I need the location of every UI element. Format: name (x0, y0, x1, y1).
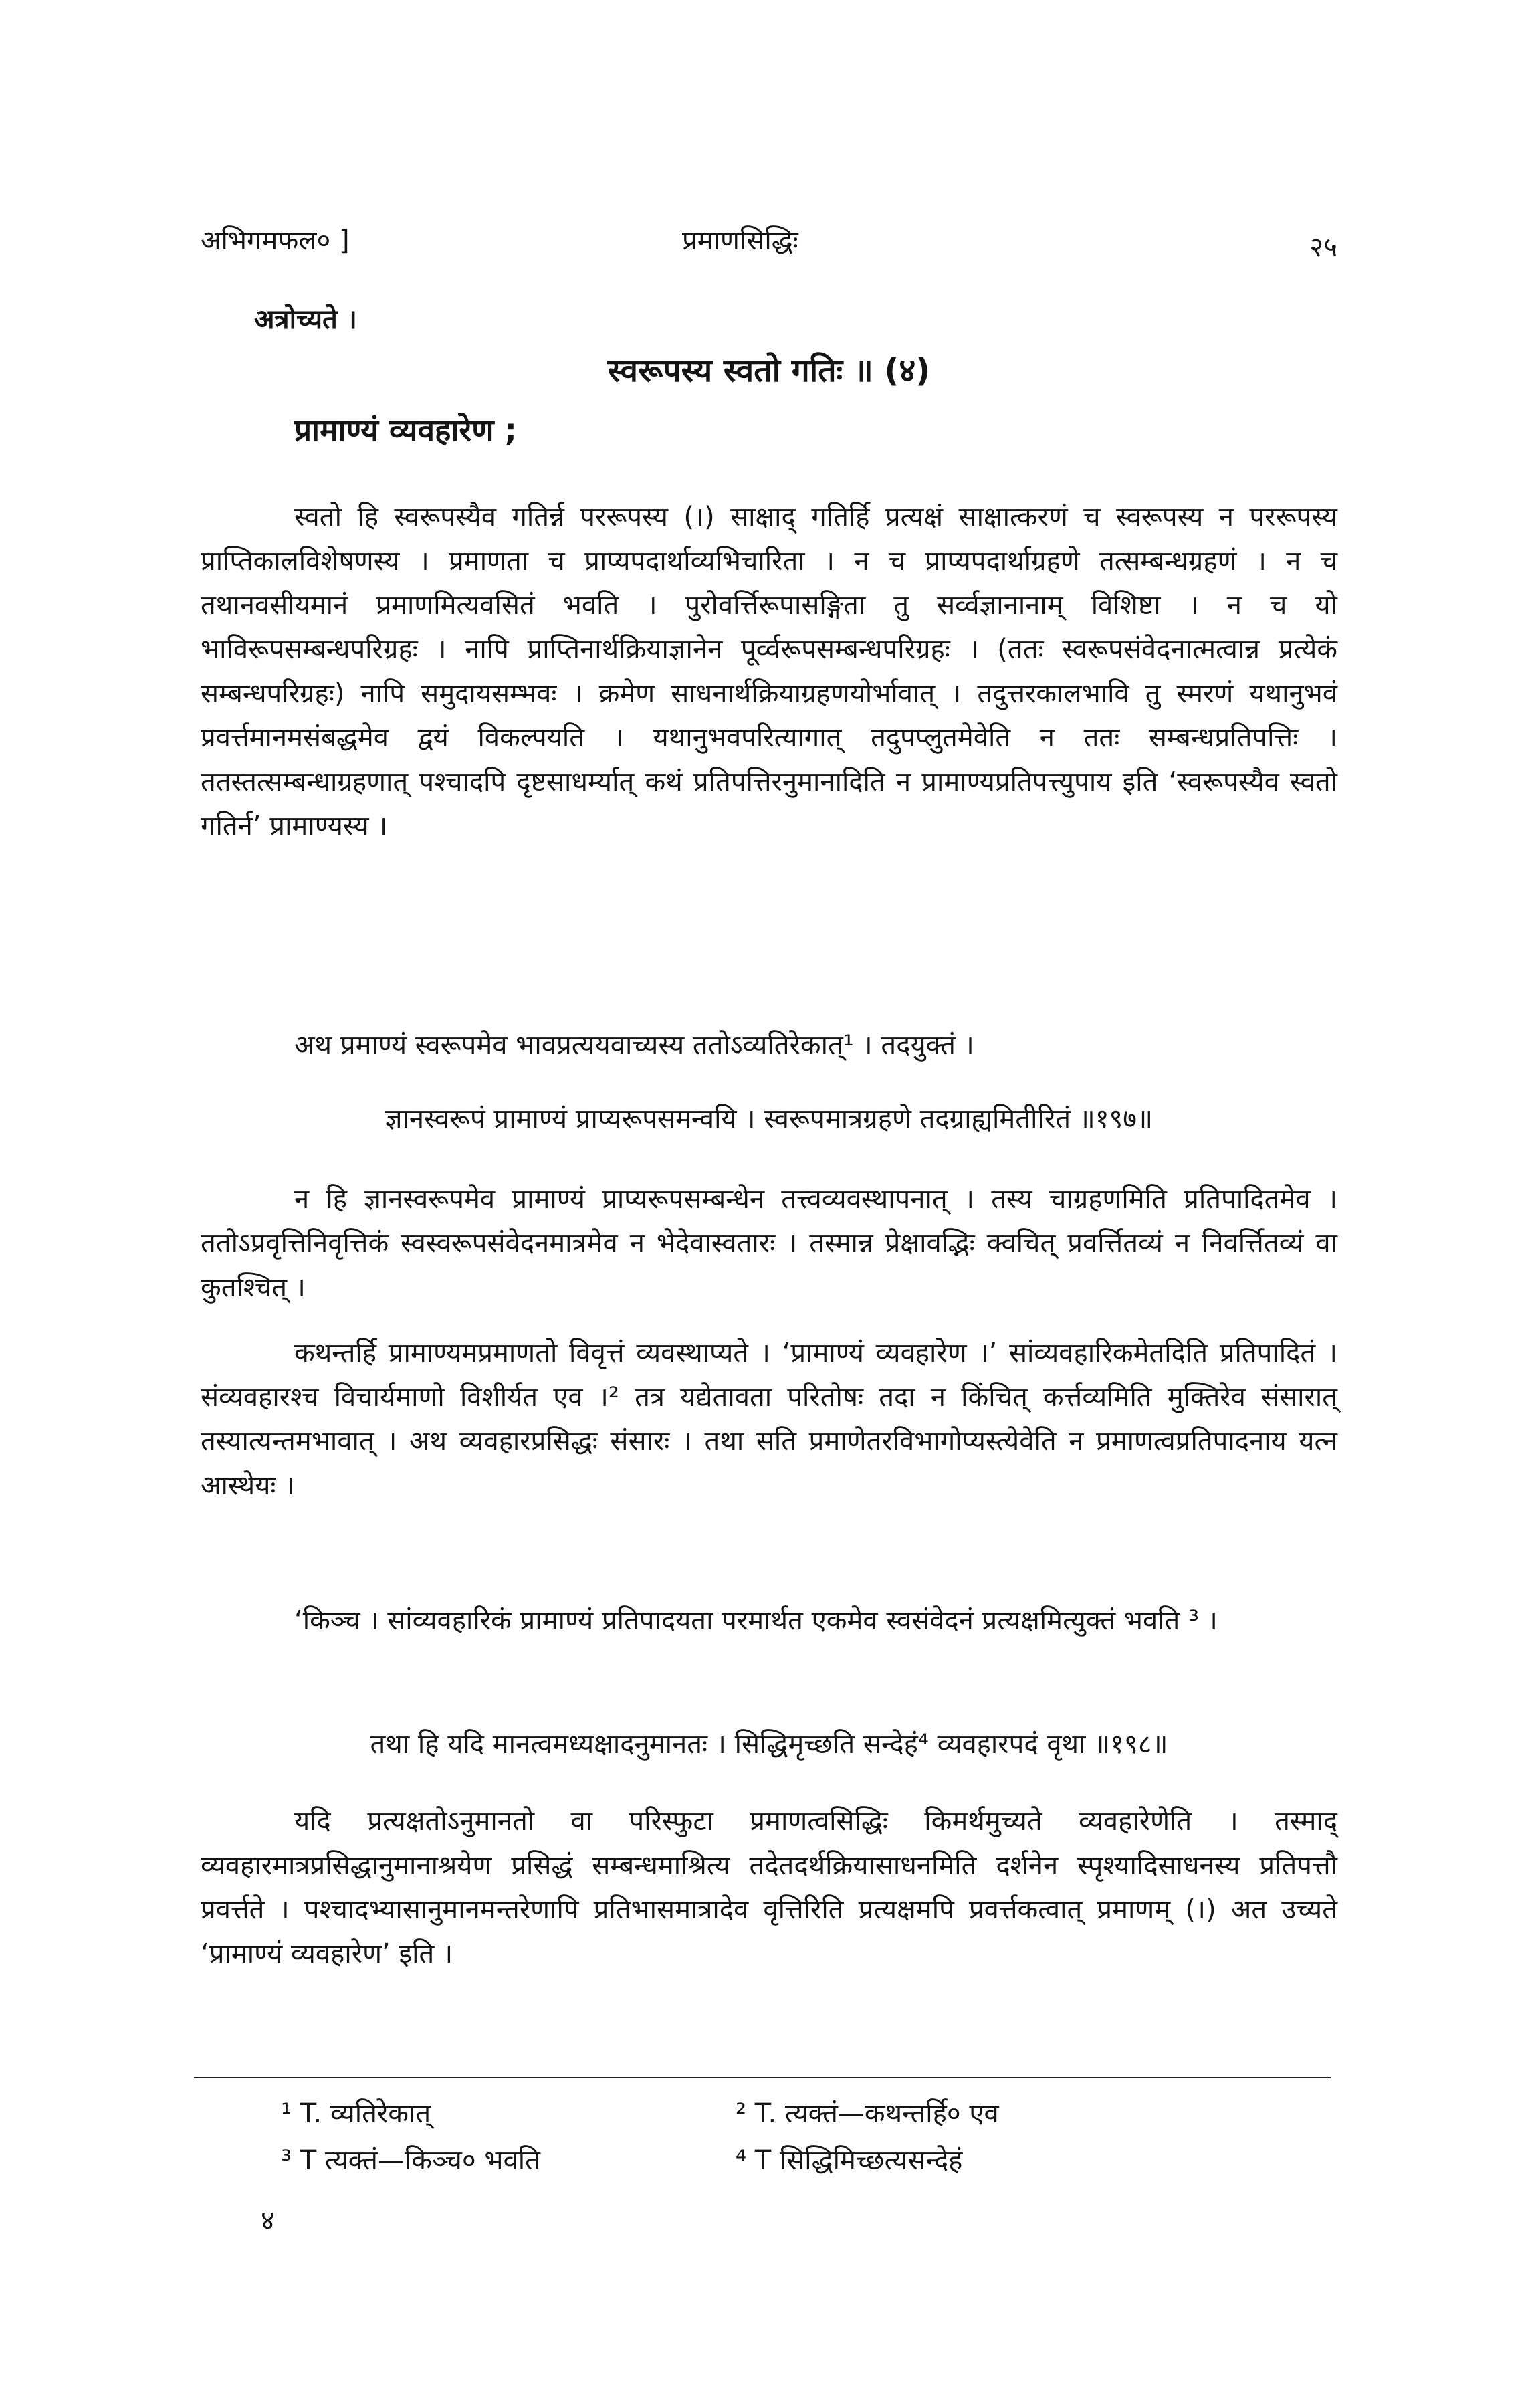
subheading: प्रामाण्यं व्यवहारेण ; (294, 412, 517, 448)
running-header (201, 221, 1337, 268)
header-title: प्रमाणसिद्धिः (682, 225, 798, 256)
footnote-3: ³ T त्यक्तं—किञ्च० भवति (281, 2145, 540, 2176)
paragraph-1: स्वतो हि स्वरूपस्यैव गतिर्न्न पररूपस्य (।) साक्षाद् गतिर्हि प्रत्यक्षं साक्षात्करणं च स्वरूपस्य न पररूपस्य प्राप्तिकालविशेषणस्य । प्रमाणता च प्राप्यपदार्थाव्यभिचारिता । न च प्राप्यपदार्थाग्रहणे तत्सम्बन्धग्रहणं । न च तथानवसीयमानं प्रमाणमित्यवसितं भवति । पुरोवर्त्तिरूपासङ्गिता तु सर्व्वज्ञानानाम् विशिष्टा । न च यो भाविरूपसम्बन्धपरिग्रहः । नापि प्राप्तिनार्थक्रियाज्ञानेन पूर्व्वरूपसम्बन्धपरिग्रहः । (ततः स्वरूपसंवेदनात्मत्वान्न प्रत्येकं सम्बन्धपरिग्रहः) नापि समुदायसम्भवः । क्रमेण साधनार्थक्रियाग्रहणयोर्भावात् । तदुत्तरकालभावि तु स्मरणं यथानुभवं प्रवर्त्तमानमसंबद्धमेव द्वयं विकल्पयति । यथानुभवपरित्यागात् तदुपप्लुतमेवेति न ततः सम्बन्धप्रतिपत्तिः । ततस्तत्सम्बन्धाग्रहणात् पश्चादपि दृष्टसाधर्म्यात् कथं प्रतिपत्तिरनुमानादिति न प्रामाण्यप्रतिपत्त्युपाय इति ‘स्वरूपस्यैव स्वतो गतिर्न’ प्रामाण्यस्य । (201, 502, 1337, 841)
footnote-1: ¹ T. व्यतिरेकात् (281, 2098, 431, 2129)
footnote-4: ⁴ T सिद्धिमिच्छत्यसन्देहं (736, 2145, 963, 2176)
paragraph-3: न हि ज्ञानस्वरूपमेव प्रामाण्यं प्राप्यरूपसम्बन्धेन तत्त्वव्यवस्थापनात् । तस्य चाग्रहणमिति प्रतिपादितमेव । ततोऽप्रवृत्तिनिवृत्तिकं स्वस्वरूपसंवेदनमात्रमेव न भेदेवास्वतारः । तस्मान्न प्रेक्षावद्भिः क्वचित् प्रवर्त्तितव्यं न निवर्त्तितव्यं वा कुतश्चित् । (201, 1184, 1337, 1303)
paragraph-2: अथ प्रमाण्यं स्वरूपमेव भावप्रत्ययवाच्यस्य ततोऽव्यतिरेकात्¹ । तदयुक्तं । (294, 1030, 974, 1061)
paragraph-5: ‘किञ्च । सांव्यवहारिकं प्रामाण्यं प्रतिपादयता परमार्थत एकमेव स्वसंवेदनं प्रत्यक्षमित्युक्तं भवति ³ । (294, 1605, 1218, 1636)
verse-198: तथा हि यदि मानत्वमध्यक्षादनुमानतः । सिद्धिमृच्छति सन्देहं⁴ व्यवहारपदं वृथा ॥१९८॥ (370, 1729, 1168, 1760)
intro-line: अत्रोच्यते । (254, 304, 357, 335)
paragraph-6: यदि प्रत्यक्षतोऽनुमानतो वा परिस्फुटा प्रमाणत्वसिद्धिः किमर्थमुच्यते व्यवहारेणेति । तस्माद् व्यवहारमात्रप्रसिद्धानुमानाश्रयेण प्रसिद्धं सम्बन्धमाश्रित्य तदेतदर्थक्रियासाधनमिति दर्शनेन स्पृश्यादिसाधनस्य प्रतिपत्तौ प्रवर्त्तते । पश्चादभ्यासानुमानमन्तरेणापि प्रतिभासमात्रादेव वृत्तिरिति प्रत्यक्षमपि प्रवर्त्तकत्वात् प्रमाणम् (।) अत उच्यते ‘प्रामाण्यं व्यवहारेण’ इति । (201, 1806, 1337, 1969)
page-number: २५ (1309, 232, 1337, 263)
header-chapter: अभिगमफल० ] (201, 225, 350, 256)
section-title: स्वरूपस्य स्वतो गतिः ॥ (४) (607, 352, 931, 389)
signature-mark: ४ (261, 2205, 275, 2236)
verse-197: ज्ञानस्वरूपं प्रामाण्यं प्राप्यरूपसमन्वयि । स्वरूपमात्रग्रहणे तदग्राह्यमितीरितं ॥१९७॥ (384, 1104, 1154, 1134)
paragraph-4: कथन्तर्हि प्रामाण्यमप्रमाणतो विवृत्तं व्यवस्थाप्यते । ‘प्रामाण्यं व्यवहारेण ।’ सांव्यवहारिकमेतदिति प्रतिपादितं । संव्यवहारश्च विचार्यमाणो विशीर्यत एव ।² तत्र यद्येतावता परितोषः तदा न किंचित् कर्त्तव्यमिति मुक्तिरेव संसारात् तस्यात्यन्तमभावात् । अथ व्यवहारप्रसिद्धः संसारः । तथा सति प्रमाणेतरविभागोप्यस्त्येवेति न प्रमाणत्वप्रतिपादनाय यत्न आस्थेयः । (201, 1338, 1337, 1501)
footnote-2: ² T. त्यक्तं—कथन्तर्हि० एव (736, 2098, 999, 2129)
footnote-rule (194, 2077, 1331, 2078)
